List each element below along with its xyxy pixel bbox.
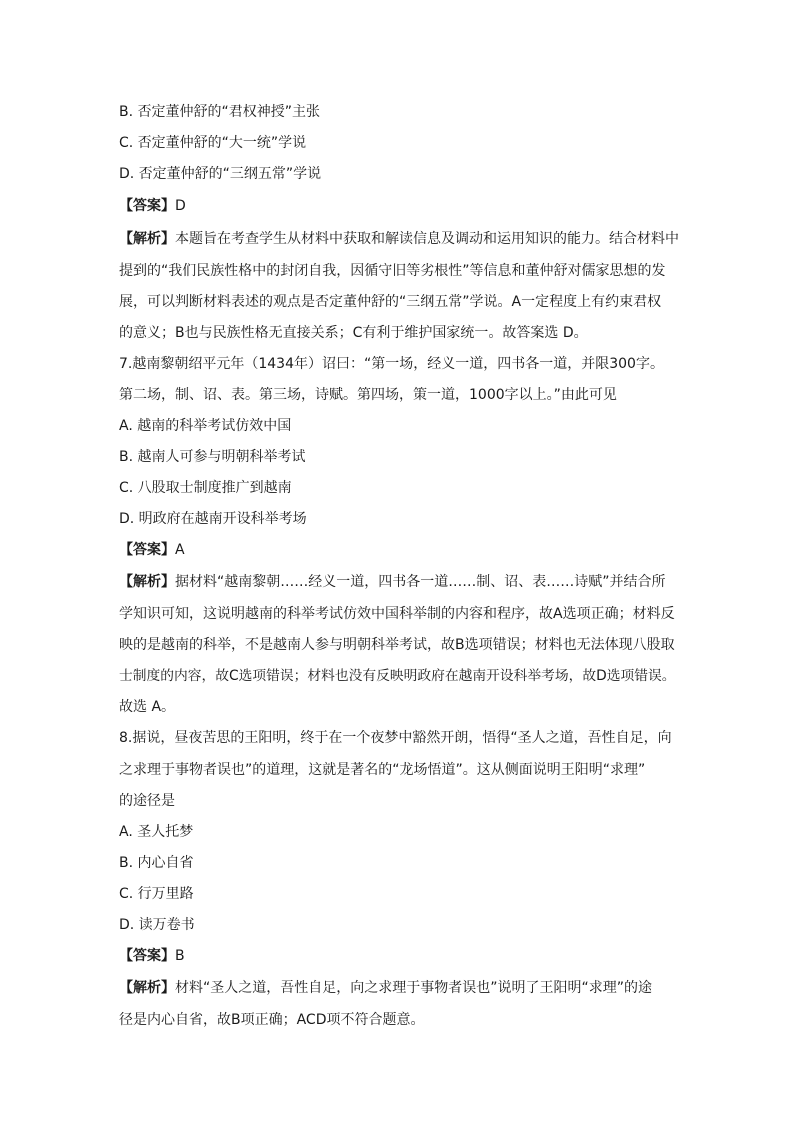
q8-option-c: C. 行万里路 [119, 886, 194, 902]
answer-tag: 【答案】 [119, 542, 175, 558]
answer-value: B [175, 948, 185, 964]
q8-stem-line: 的途径是 [119, 793, 175, 809]
q7-answer [119, 540, 679, 560]
q6-analysis-line [119, 229, 679, 249]
q6-analysis-line: 提到的“我们民族性格中的封闭自我，因循守旧等劣根性”等信息和董仲舒对儒家思想的发 [119, 263, 666, 279]
analysis-text: 本题旨在考查学生从材料中获取和解读信息及调动和运用知识的能力。结合材料中 [175, 231, 679, 247]
q6-answer [119, 196, 679, 216]
q7-option-c: C. 八股取士制度推广到越南 [119, 480, 292, 496]
answer-tag: 【答案】 [119, 948, 175, 964]
analysis-text: 据材料“越南黎朝……经义一道，四书各一道……制、诏、表……诗赋”并结合所 [175, 574, 666, 590]
analysis-tag: 【解析】 [119, 231, 175, 247]
q6-analysis-line: 的意义；B也与民族性格无直接关系；C有利于维护国家统一。故答案选 D。 [119, 325, 588, 341]
answer-value: D [175, 198, 186, 214]
analysis-text: 材料“圣人之道，吾性自足，向之求理于事物者误也”说明了王阳明“求理”的途 [175, 980, 653, 996]
q7-analysis-line: 映的是越南的科举，不是越南人参与明朝科举考试，故B选项错误；材料也无法体现八股取 [119, 637, 675, 653]
q8-stem-line: 8.据说，昼夜苦思的王阳明，终于在一个夜梦中豁然开朗，悟得“圣人之道，吾性自足，向 [119, 730, 672, 746]
q6-option-b: B. 否定董仲舒的“君权神授”主张 [119, 104, 321, 120]
q6-option-c: C. 否定董仲舒的“大一统”学说 [119, 135, 307, 151]
q8-option-b: B. 内心自省 [119, 855, 194, 871]
q6-analysis-line: 展，可以判断材料表述的观点是否定董仲舒的“三纲五常”学说。A一定程度上有约束君权 [119, 294, 662, 310]
q7-analysis-line: 学知识可知，这说明越南的科举考试仿效中国科举制的内容和程序，故A选项正确；材料反 [119, 606, 675, 622]
q8-option-a: A. 圣人托梦 [119, 824, 194, 840]
q7-option-d: D. 明政府在越南开设科举考场 [119, 511, 307, 527]
q7-stem-line: 第二场，制、诏、表。第三场，诗赋。第四场，策一道，1000字以上。”由此可见 [119, 387, 617, 403]
analysis-tag: 【解析】 [119, 980, 175, 996]
q7-option-b: B. 越南人可参与明朝科举考试 [119, 449, 306, 465]
answer-value: A [175, 542, 185, 558]
q8-option-d: D. 读万卷书 [119, 917, 195, 933]
q7-analysis-line: 故选 A。 [119, 699, 176, 715]
q8-answer [119, 946, 679, 966]
analysis-tag: 【解析】 [119, 574, 175, 590]
answer-tag: 【答案】 [119, 198, 175, 214]
q7-analysis-line: 士制度的内容，故C选项错误；材料也没有反映明政府在越南开设科举考场，故D选项错误。 [119, 668, 676, 684]
q7-analysis-line [119, 572, 679, 592]
q8-stem-line: 之求理于事物者误也”的道理，这就是著名的“龙场悟道”。这从侧面说明王阳明“求理” [119, 762, 646, 778]
q7-option-a: A. 越南的科举考试仿效中国 [119, 418, 292, 434]
q6-option-d: D. 否定董仲舒的“三纲五常”学说 [119, 166, 322, 182]
q7-stem-line: 7.越南黎朝绍平元年（1434年）诏曰：“第一场，经义一道，四书各一道，并限300字。 [119, 356, 664, 372]
q8-analysis-line [119, 978, 679, 998]
q8-analysis-line: 径是内心自省，故B项正确；ACD项不符合题意。 [119, 1012, 425, 1028]
